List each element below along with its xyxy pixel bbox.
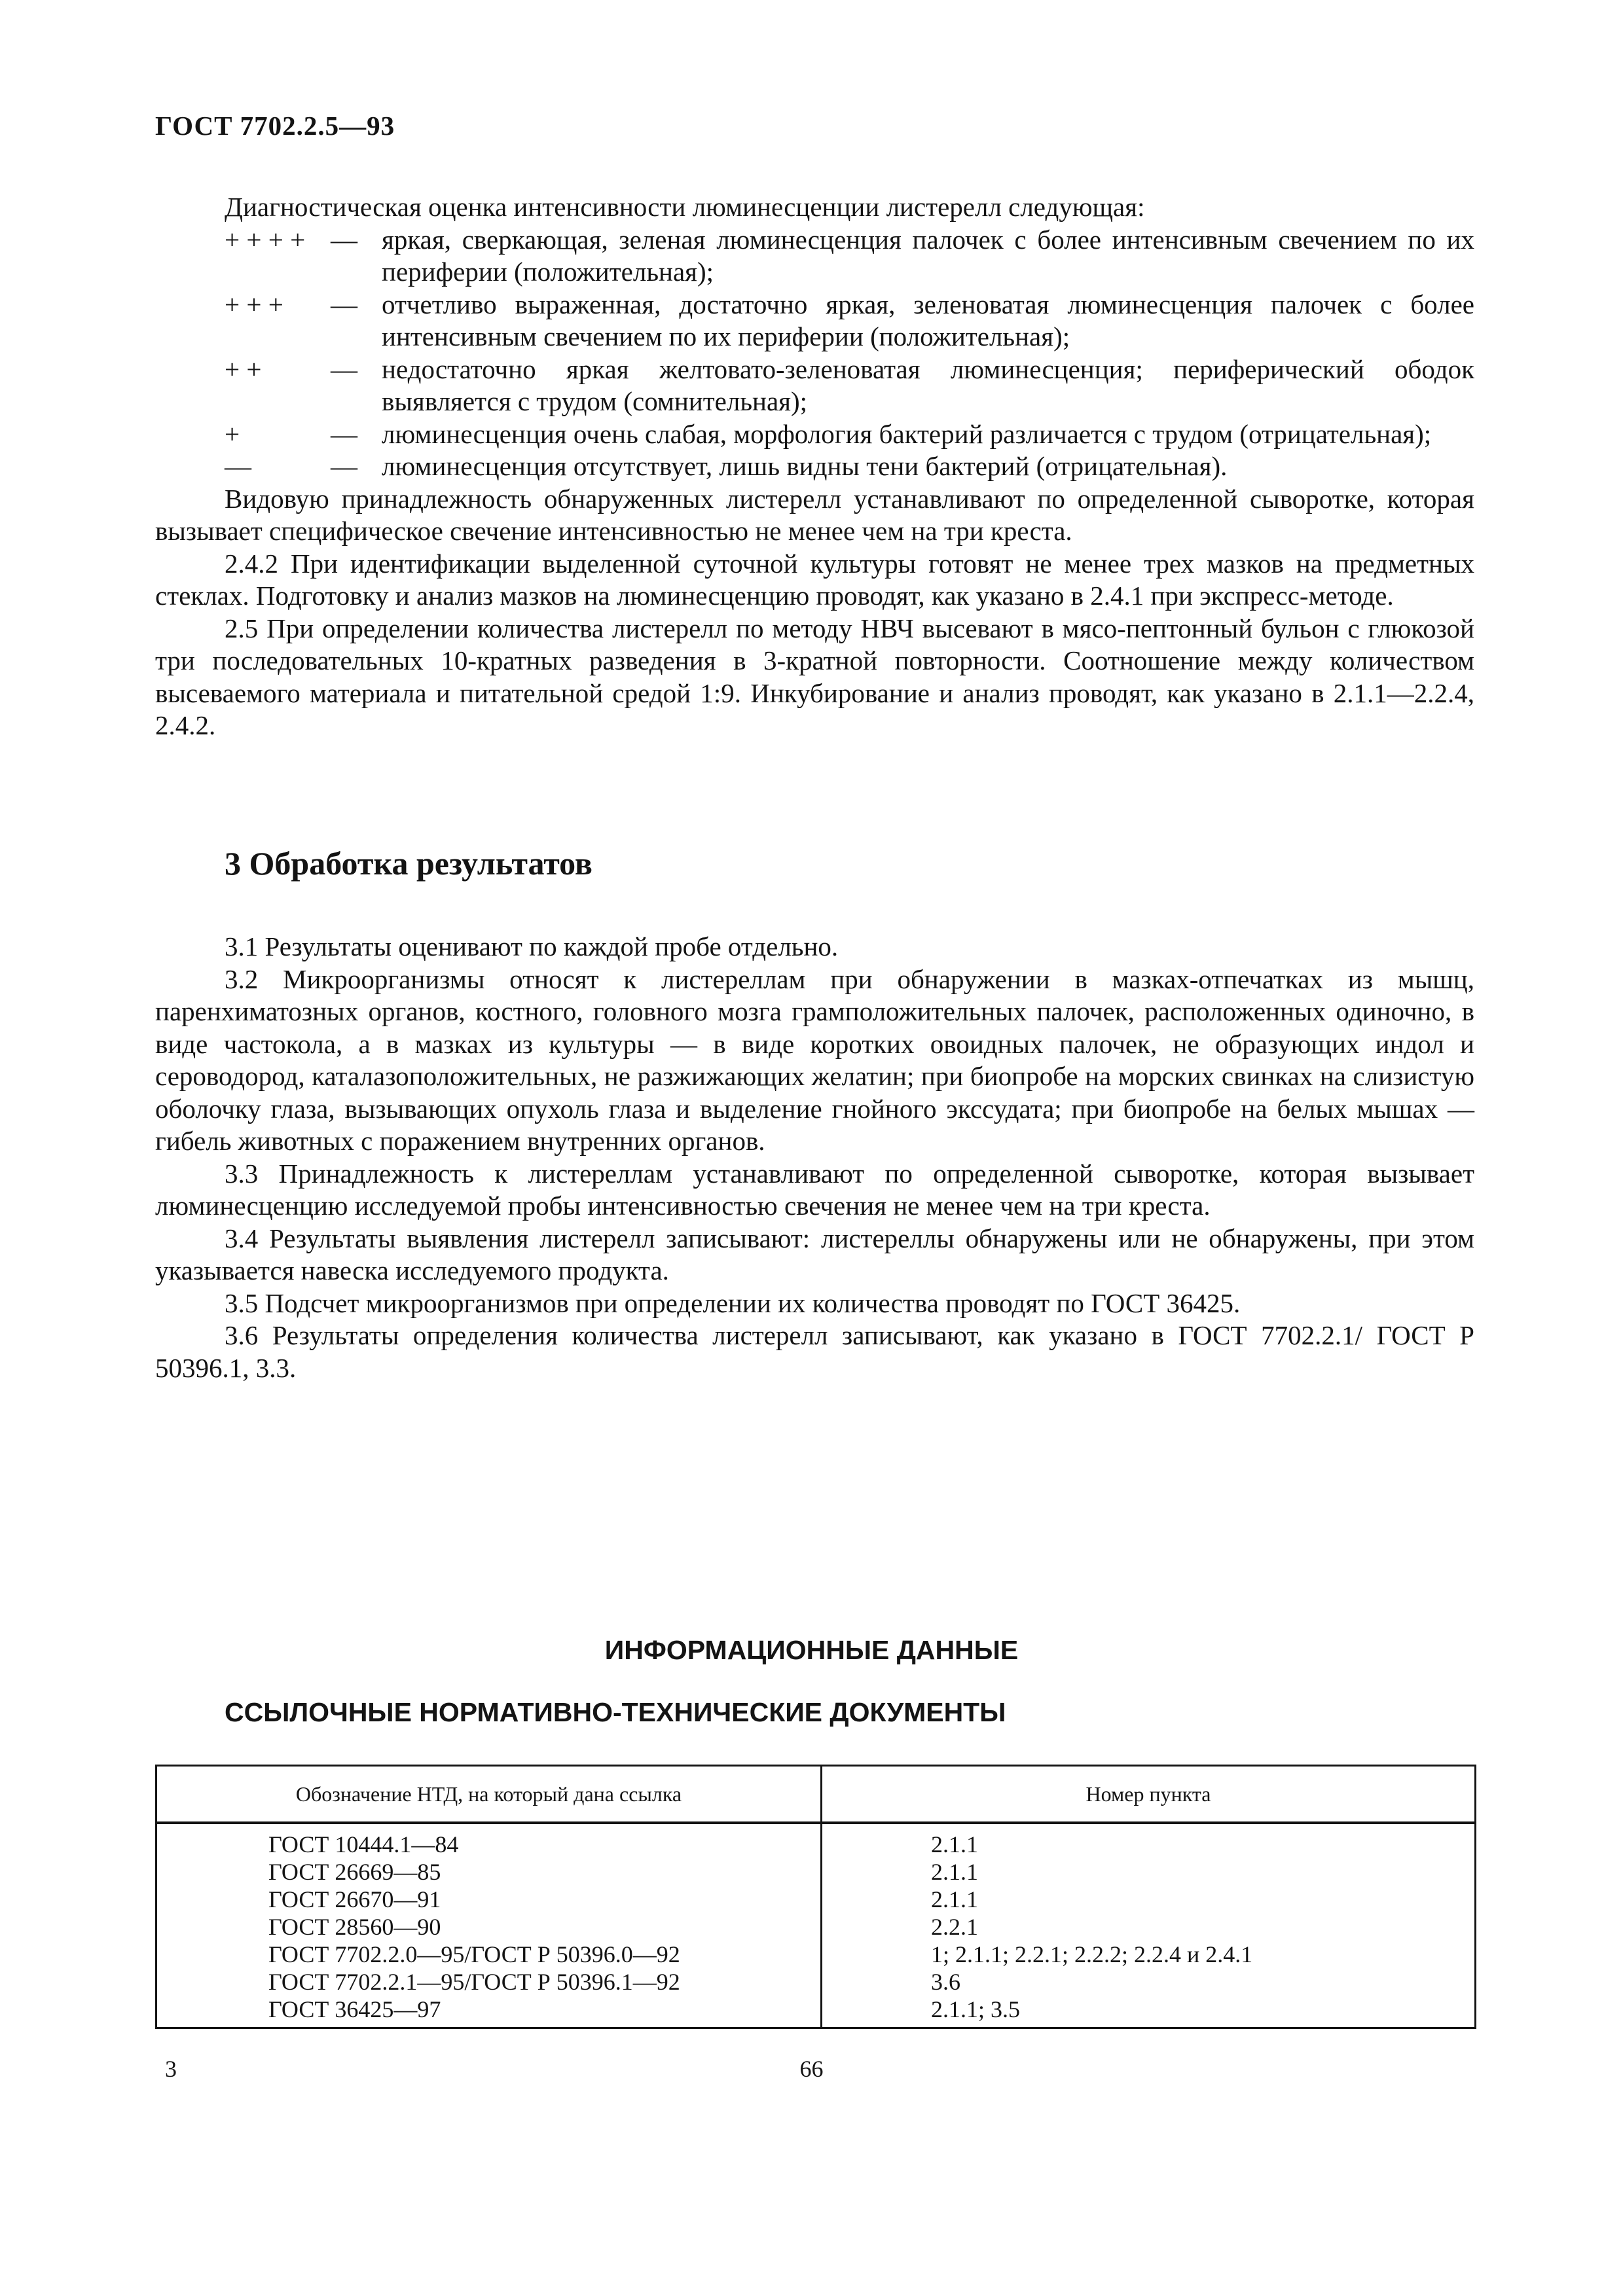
info-title: ИНФОРМАЦИОННЫЕ ДАННЫЕ	[604, 1635, 1019, 1665]
section-heading: 3 Обработка результатов	[225, 845, 593, 882]
rating-dash: —	[331, 451, 357, 481]
rating-dash: —	[331, 224, 357, 255]
doc-cell: ГОСТ 26669—85	[156, 1858, 822, 1886]
column-header-document: Обозначение НТД, на который дана ссылка	[156, 1766, 822, 1823]
paragraph: 2.4.2 При идентификации выделенной суточной культуры готовят не менее трех мазков на предметных стеклах. Подготовку и анализ мазков на люминесценцию проводят, как указано в 2.4.1 при экспресс-методе.	[155, 548, 1474, 611]
clause-cell: 3.6	[822, 1968, 1476, 1996]
rating-dash: —	[331, 289, 357, 319]
paragraph: 3.6 Результаты определения количества листерелл записывают, как указано в ГОСТ 7702.2.1/ ГОСТ Р 50396.1, 3.3.	[155, 1320, 1474, 1383]
clause-cell: 1; 2.1.1; 2.2.1; 2.2.2; 2.2.4 и 2.4.1	[822, 1941, 1476, 1968]
footer-left-number: 3	[165, 2056, 177, 2082]
paragraph: 2.5 При определении количества листерелл по методу НВЧ высевают в мясо-пептонный бульон с глюкозой три последовательных 10-кратных разведения в 3-кратной повторности. Соотношение между количеством высеваемого материала и питательной средой 1:9. Инкубирование и анализ проводят, как указано в 2.1.1—2.2.4, 2.4.2.	[155, 613, 1474, 740]
paragraph: 3.1 Результаты оценивают по каждой пробе отдельно.	[225, 931, 839, 961]
rating-item	[155, 353, 1474, 418]
rating-mark: + + + +	[225, 224, 306, 255]
table-row	[156, 1996, 1476, 2028]
table-row	[156, 1886, 1476, 1913]
document-code: ГОСТ 7702.2.5—93	[155, 111, 395, 141]
clause-cell: 2.1.1	[822, 1886, 1476, 1913]
section-3-body	[155, 931, 1474, 1384]
rating-dash: —	[331, 418, 357, 449]
rating-mark: —	[225, 451, 251, 481]
doc-cell: ГОСТ 28560—90	[156, 1913, 822, 1941]
table-row	[156, 1968, 1476, 1996]
paragraph: Видовую принадлежность обнаруженных листерелл устанавливают по определенной сыворотке, которая вызывает специфическое свечение интенсивностью не менее чем на три креста.	[155, 483, 1474, 546]
rating-mark: + +	[225, 353, 262, 384]
page-number: 66	[799, 2056, 824, 2082]
table-row	[156, 1858, 1476, 1886]
clause-cell: 2.1.1	[822, 1858, 1476, 1886]
rating-item	[155, 418, 1474, 451]
doc-cell: ГОСТ 7702.2.0—95/ГОСТ Р 50396.0—92	[156, 1941, 822, 1968]
rating-item	[155, 289, 1474, 353]
rating-text: недостаточно яркая желтовато-зеленоватая люминесценция; периферический ободок выявляется с трудом (сомнительная);	[382, 353, 1474, 416]
rating-text: отчетливо выраженная, достаточно яркая, зеленоватая люминесценция палочек с более интенсивным свечением по их периферии (положительная);	[382, 289, 1474, 351]
clause-cell: 2.1.1	[822, 1823, 1476, 1858]
ratings-intro: Диагностическая оценка интенсивности люминесценции листерелл следующая:	[225, 192, 1145, 222]
paragraph: 3.5 Подсчет микроорганизмов при определении их количества проводят по ГОСТ 36425.	[225, 1287, 1241, 1318]
rating-dash: —	[331, 353, 357, 384]
paragraph: 3.2 Микроорганизмы относят к листереллам при обнаружении в мазках-отпечатках из мышц, паренхиматозных органов, костного, головного мозга грамположительных палочек, расположенных одиночно, в виде частокола, а в мазках из культуры — в виде коротких овоидных палочек, не образующих индол и сероводород, каталазоположительных, не разжижающих желатин; при биопробе на морских свинках на слизистую оболочку глаза, вызывающих опухоль глаза и выделение гнойного экссудата; при биопробе на белых мышах — гибель животных с поражением внутренних органов.	[155, 963, 1474, 1156]
table-header-row	[156, 1766, 1476, 1823]
rating-mark: +	[225, 418, 240, 449]
table-row	[156, 1823, 1476, 1858]
ratings-block	[155, 191, 1474, 742]
doc-cell: ГОСТ 7702.2.1—95/ГОСТ Р 50396.1—92	[156, 1968, 822, 1996]
clause-cell: 2.2.1	[822, 1913, 1476, 1941]
rating-text: люминесценция отсутствует, лишь видны тени бактерий (отрицательная).	[382, 451, 1228, 481]
doc-cell: ГОСТ 10444.1—84	[156, 1823, 822, 1858]
table-row	[156, 1913, 1476, 1941]
rating-text: яркая, сверкающая, зеленая люминесценция палочек с более интенсивным свечением по их периферии (положительная);	[382, 224, 1474, 287]
references-table	[155, 1765, 1476, 2029]
rating-item	[155, 224, 1474, 289]
doc-cell: ГОСТ 26670—91	[156, 1886, 822, 1913]
doc-cell: ГОСТ 36425—97	[156, 1996, 822, 2028]
rating-item	[155, 450, 1474, 483]
paragraph: 3.3 Принадлежность к листереллам устанавливают по определенной сыворотке, которая вызывает люминесценцию исследуемой пробы интенсивностью свечения не менее чем на три креста.	[155, 1158, 1474, 1221]
clause-cell: 2.1.1; 3.5	[822, 1996, 1476, 2028]
table-row	[156, 1941, 1476, 1968]
rating-text: люминесценция очень слабая, морфология бактерий различается с трудом (отрицательная);	[382, 418, 1432, 449]
ratings-list	[155, 224, 1474, 483]
rating-mark: + + +	[225, 289, 283, 319]
refs-title: ССЫЛОЧНЫЕ НОРМАТИВНО-ТЕХНИЧЕСКИЕ ДОКУМЕНТЫ	[225, 1697, 1006, 1727]
paragraph: 3.4 Результаты выявления листерелл записывают: листереллы обнаружены или не обнаружены, при этом указывается навеска исследуемого продукта.	[155, 1223, 1474, 1285]
column-header-clause: Номер пункта	[822, 1766, 1476, 1823]
